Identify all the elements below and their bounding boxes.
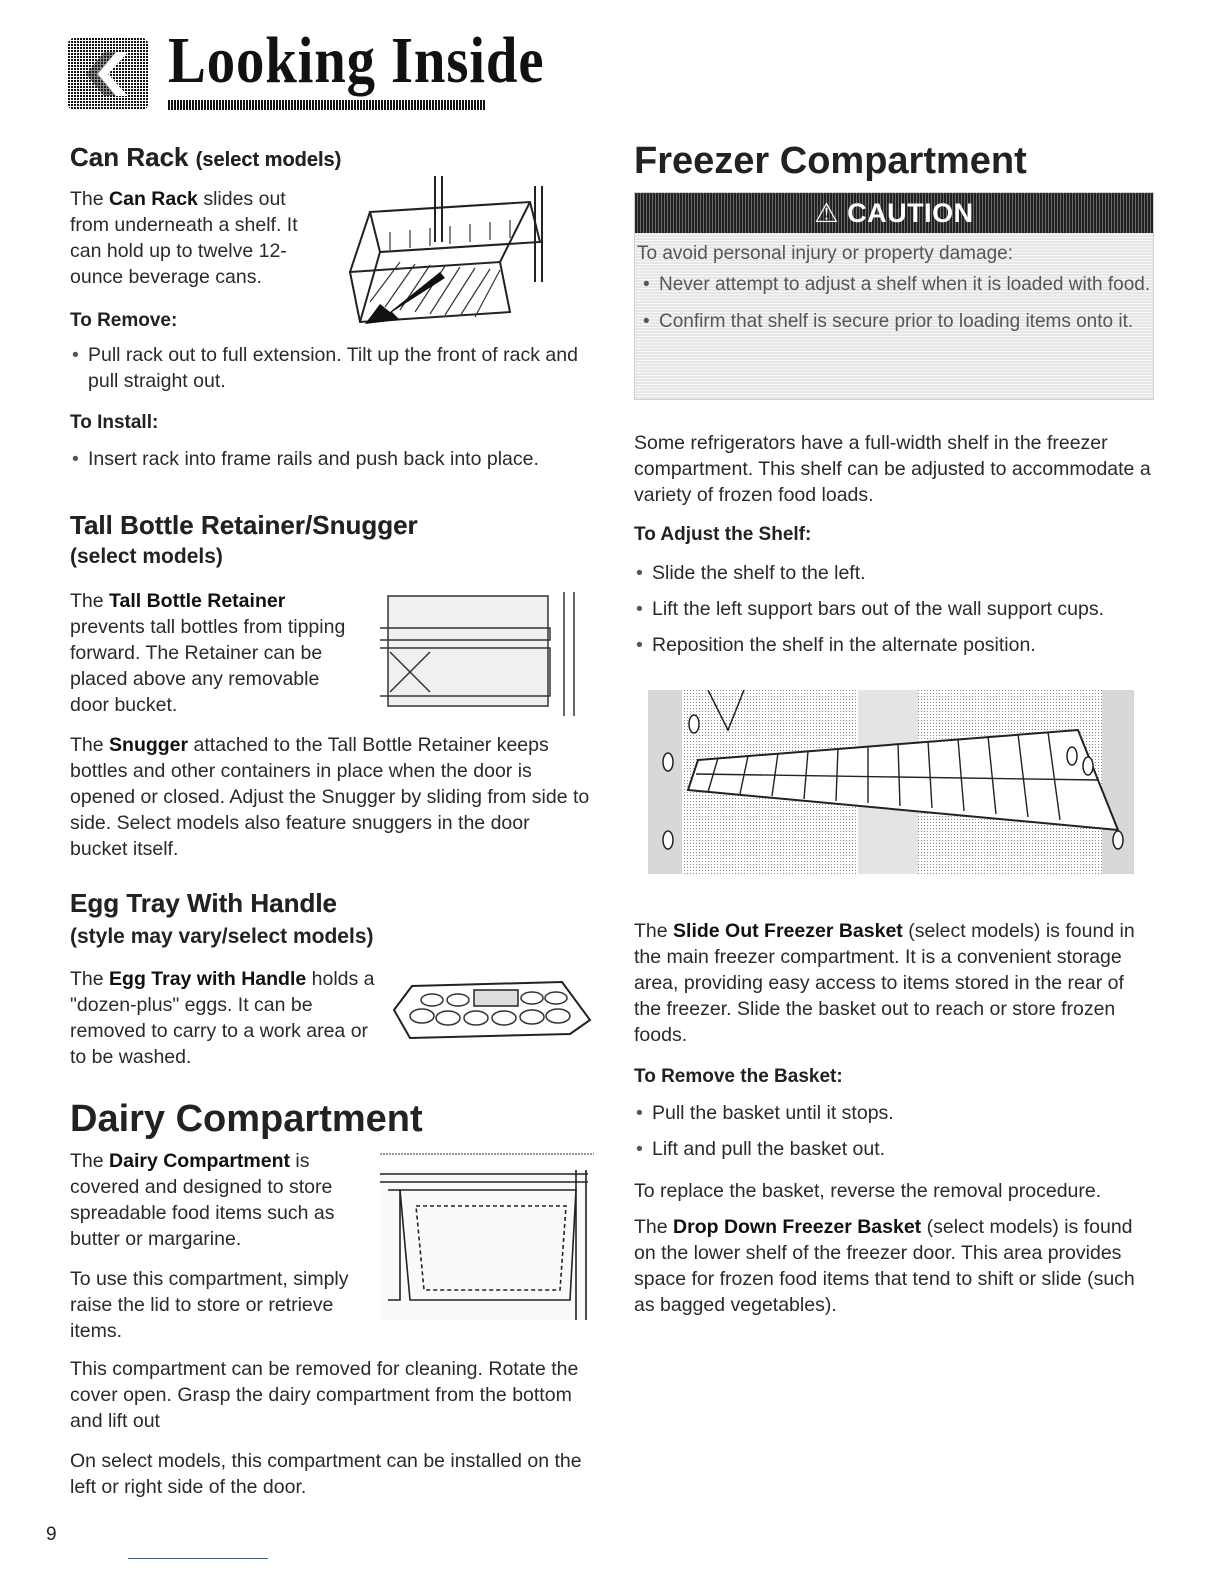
dairy-p1: The Dairy Compartment is covered and designed to store spreadable food items such as butter or margarine. [70, 1150, 335, 1250]
remove-basket-label: To Remove the Basket: [634, 1066, 843, 1087]
can-rack-intro: The Can Rack slides out from underneath a shelf. It can hold up to twelve 12-ounce beverage cans. [70, 188, 298, 288]
list-item: • Pull the basket until it stops. [634, 1100, 1154, 1126]
footer-rule [128, 1558, 268, 1559]
tall-bottle-p1: The Tall Bottle Retainer prevents tall bottles from tipping forward. The Retainer can be placed above any removable door bucket. [70, 590, 346, 716]
list-item: • Lift the left support bars out of the wall support cups. [634, 596, 1154, 622]
list-item: • Lift and pull the basket out. [634, 1136, 1154, 1162]
freezer-p1: Some refrigerators have a full-width shelf in the freezer compartment. This shelf can be adjusted to accommodate a variety of frozen food loads. [634, 432, 1151, 506]
can-rack-remove-label: To Remove: [70, 310, 178, 331]
page-number: 9 [46, 1524, 57, 1545]
freezer-shelf-illustration [648, 690, 1134, 874]
caution-item: • Confirm that shelf is secure prior to loading items onto it. [641, 309, 1153, 334]
dairy-p2: To use this compartment, simply raise the lid to store or retrieve items. [70, 1268, 349, 1342]
dairy-heading: Dairy Compartment [70, 1098, 423, 1140]
page-title: Looking Inside [168, 24, 545, 97]
can-rack-install-list [70, 446, 590, 472]
can-rack-install-label: To Install: [70, 412, 159, 433]
egg-tray-heading: Egg Tray With Handle [70, 888, 338, 918]
tall-bottle-illustration [380, 592, 580, 716]
can-rack-heading: Can Rack (select models) [70, 142, 342, 172]
warning-icon: ⚠ [814, 197, 848, 228]
remove-basket-list [634, 1100, 1154, 1162]
list-item: • Reposition the shelf in the alternate position. [634, 632, 1154, 658]
dairy-illustration [380, 1150, 594, 1322]
caution-item: • Never attempt to adjust a shelf when it is loaded with food. [641, 272, 1153, 297]
tall-bottle-heading: Tall Bottle Retainer/Snugger [70, 510, 418, 540]
caution-title: ⚠ CAUTION [814, 197, 974, 228]
slide-out-basket-desc: The Slide Out Freezer Basket (select models) is found in the main freezer compartment. It is a convenient storage area, providing easy access to items stored in the rear of the freezer. Slide the basket out to reach or store frozen foods. [634, 920, 1135, 1046]
egg-tray-desc: The Egg Tray with Handle holds a "dozen-plus" eggs. It can be removed to carry to a work area or to be washed. [70, 968, 375, 1068]
adjust-shelf-label: To Adjust the Shelf: [634, 524, 812, 545]
drop-down-basket-desc: The Drop Down Freezer Basket (select models) is found on the lower shelf of the freezer door. This area provides space for frozen food items that tend to shift or slide (such as bagged vegetables). [634, 1216, 1135, 1316]
freezer-heading: Freezer Compartment [634, 140, 1027, 182]
caution-intro: To avoid personal injury or property damage: [637, 243, 1013, 264]
can-rack-illustration [330, 172, 560, 332]
tall-bottle-note: (select models) [70, 545, 223, 568]
dairy-p3: This compartment can be removed for cleaning. Rotate the cover open. Grasp the dairy compartment from the bottom and lift out [70, 1358, 579, 1432]
caution-header [635, 193, 1153, 233]
tall-bottle-p2: The Snugger attached to the Tall Bottle Retainer keeps bottles and other containers in place when the door is opened or closed. Adjust the Snugger by sliding from side to side. Select models also feature snuggers in the door bucket itself. [70, 734, 590, 860]
dairy-p4: On select models, this compartment can be installed on the left or right side of the door. [70, 1450, 582, 1498]
egg-tray-illustration [392, 980, 594, 1044]
caution-box [634, 192, 1154, 400]
looking-inside-icon [68, 38, 148, 110]
can-rack-remove-list [70, 342, 590, 394]
adjust-shelf-list [634, 560, 1154, 658]
title-underline [168, 100, 486, 110]
list-item: • Pull rack out to full extension. Tilt up the front of rack and pull straight out. [70, 342, 590, 394]
replace-basket-text: To replace the basket, reverse the removal procedure. [634, 1180, 1102, 1202]
egg-tray-note: (style may vary/select models) [70, 925, 374, 948]
list-item: • Insert rack into frame rails and push back into place. [70, 446, 590, 472]
list-item: • Slide the shelf to the left. [634, 560, 1154, 586]
